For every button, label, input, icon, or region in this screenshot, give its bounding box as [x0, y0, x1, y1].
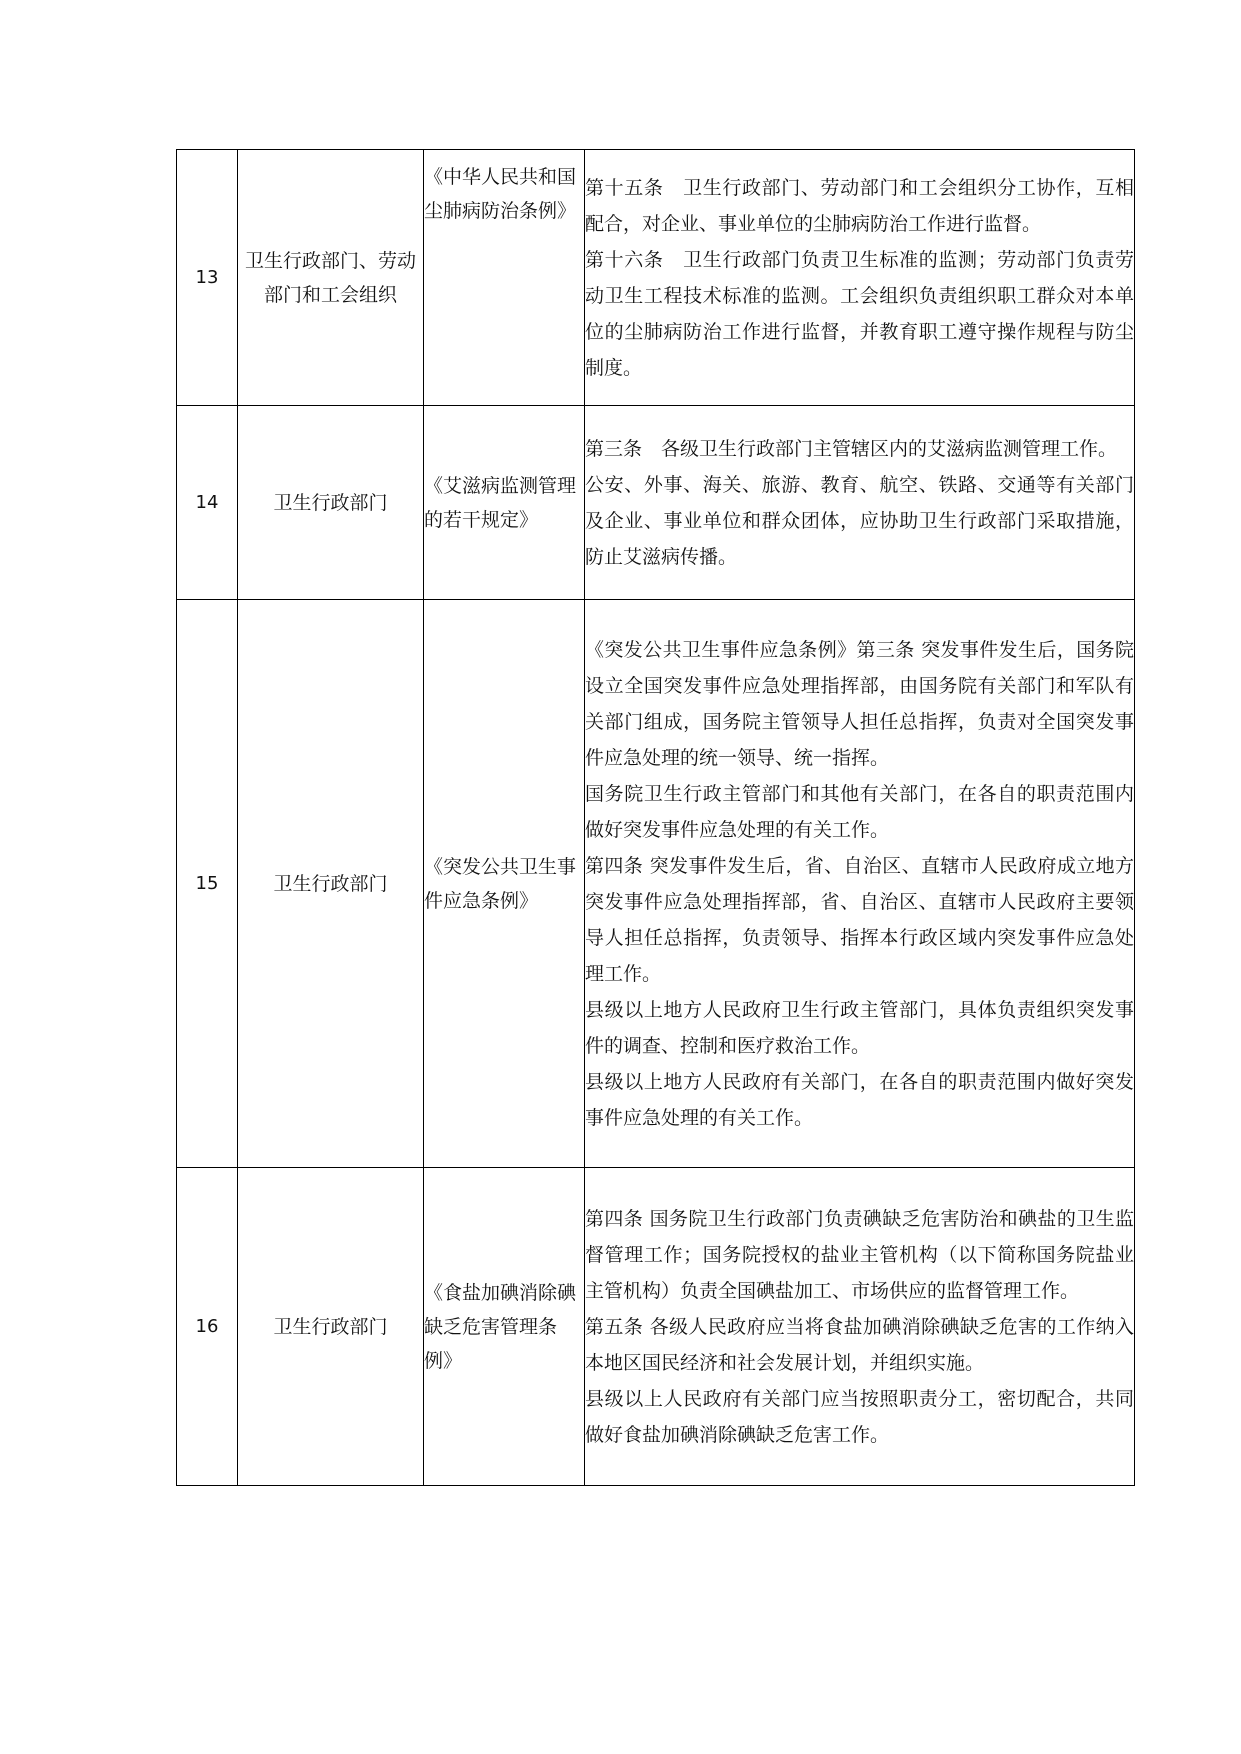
provision-text-cell	[585, 600, 1135, 1168]
table-row	[177, 600, 1135, 1168]
provision-text-cell	[585, 1168, 1135, 1486]
provision-paragraph: 《突发公共卫生事件应急条例》第三条 突发事件发生后，国务院设立全国突发事件应急处理指挥部，由国务院有关部门和军队有关部门组成，国务院主管领导人担任总指挥，负责对全国突发事件应急处理的统一领导、统一指挥。	[585, 638, 1134, 769]
regulation-title-cell: 《艾滋病监测管理的若干规定》	[424, 406, 585, 600]
department-cell: 卫生行政部门	[238, 600, 424, 1168]
department-cell: 卫生行政部门、劳动部门和工会组织	[238, 150, 424, 406]
department-cell: 卫生行政部门	[238, 1168, 424, 1486]
provision-paragraph: 县级以上地方人民政府有关部门，在各自的职责范围内做好突发事件应急处理的有关工作。	[585, 1070, 1134, 1129]
regulations-table	[176, 149, 1135, 1486]
provision-paragraph: 第十五条 卫生行政部门、劳动部门和工会组织分工协作，互相配合，对企业、事业单位的尘肺病防治工作进行监督。	[585, 176, 1134, 235]
provision-paragraph: 第四条 突发事件发生后，省、自治区、直辖市人民政府成立地方突发事件应急处理指挥部，省、自治区、直辖市人民政府主要领导人担任总指挥，负责领导、指挥本行政区域内突发事件应急处理工作。	[585, 854, 1134, 985]
provision-paragraph: 第四条 国务院卫生行政部门负责碘缺乏危害防治和碘盐的卫生监督管理工作；国务院授权的盐业主管机构（以下简称国务院盐业主管机构）负责全国碘盐加工、市场供应的监督管理工作。	[585, 1207, 1134, 1302]
provision-paragraph: 公安、外事、海关、旅游、教育、航空、铁路、交通等有关部门及企业、事业单位和群众团体，应协助卫生行政部门采取措施，防止艾滋病传播。	[585, 473, 1134, 568]
department-cell: 卫生行政部门	[238, 406, 424, 600]
row-number: 15	[177, 600, 238, 1168]
row-number: 14	[177, 406, 238, 600]
provision-paragraph: 第十六条 卫生行政部门负责卫生标准的监测；劳动部门负责劳动卫生工程技术标准的监测。工会组织负责组织职工群众对本单位的尘肺病防治工作进行监督，并教育职工遵守操作规程与防尘制度。	[585, 248, 1134, 379]
provision-paragraph: 国务院卫生行政主管部门和其他有关部门，在各自的职责范围内做好突发事件应急处理的有关工作。	[585, 782, 1134, 841]
regulation-title-cell: 《突发公共卫生事件应急条例》	[424, 600, 585, 1168]
provision-paragraph: 县级以上地方人民政府卫生行政主管部门，具体负责组织突发事件的调查、控制和医疗救治工作。	[585, 998, 1134, 1057]
provision-paragraph: 第三条 各级卫生行政部门主管辖区内的艾滋病监测管理工作。	[585, 437, 1118, 460]
table-row	[177, 1168, 1135, 1486]
provision-paragraph: 县级以上人民政府有关部门应当按照职责分工，密切配合，共同做好食盐加碘消除碘缺乏危害工作。	[585, 1387, 1134, 1446]
table-row	[177, 150, 1135, 406]
row-number: 13	[177, 150, 238, 406]
row-number: 16	[177, 1168, 238, 1486]
table-row	[177, 406, 1135, 600]
provision-text-cell	[585, 406, 1135, 600]
regulation-title-cell: 《中华人民共和国尘肺病防治条例》	[424, 150, 585, 406]
regulation-title-cell: 《食盐加碘消除碘缺乏危害管理条例》	[424, 1168, 585, 1486]
provision-paragraph: 第五条 各级人民政府应当将食盐加碘消除碘缺乏危害的工作纳入本地区国民经济和社会发展计划，并组织实施。	[585, 1315, 1134, 1374]
provision-text-cell	[585, 150, 1135, 406]
